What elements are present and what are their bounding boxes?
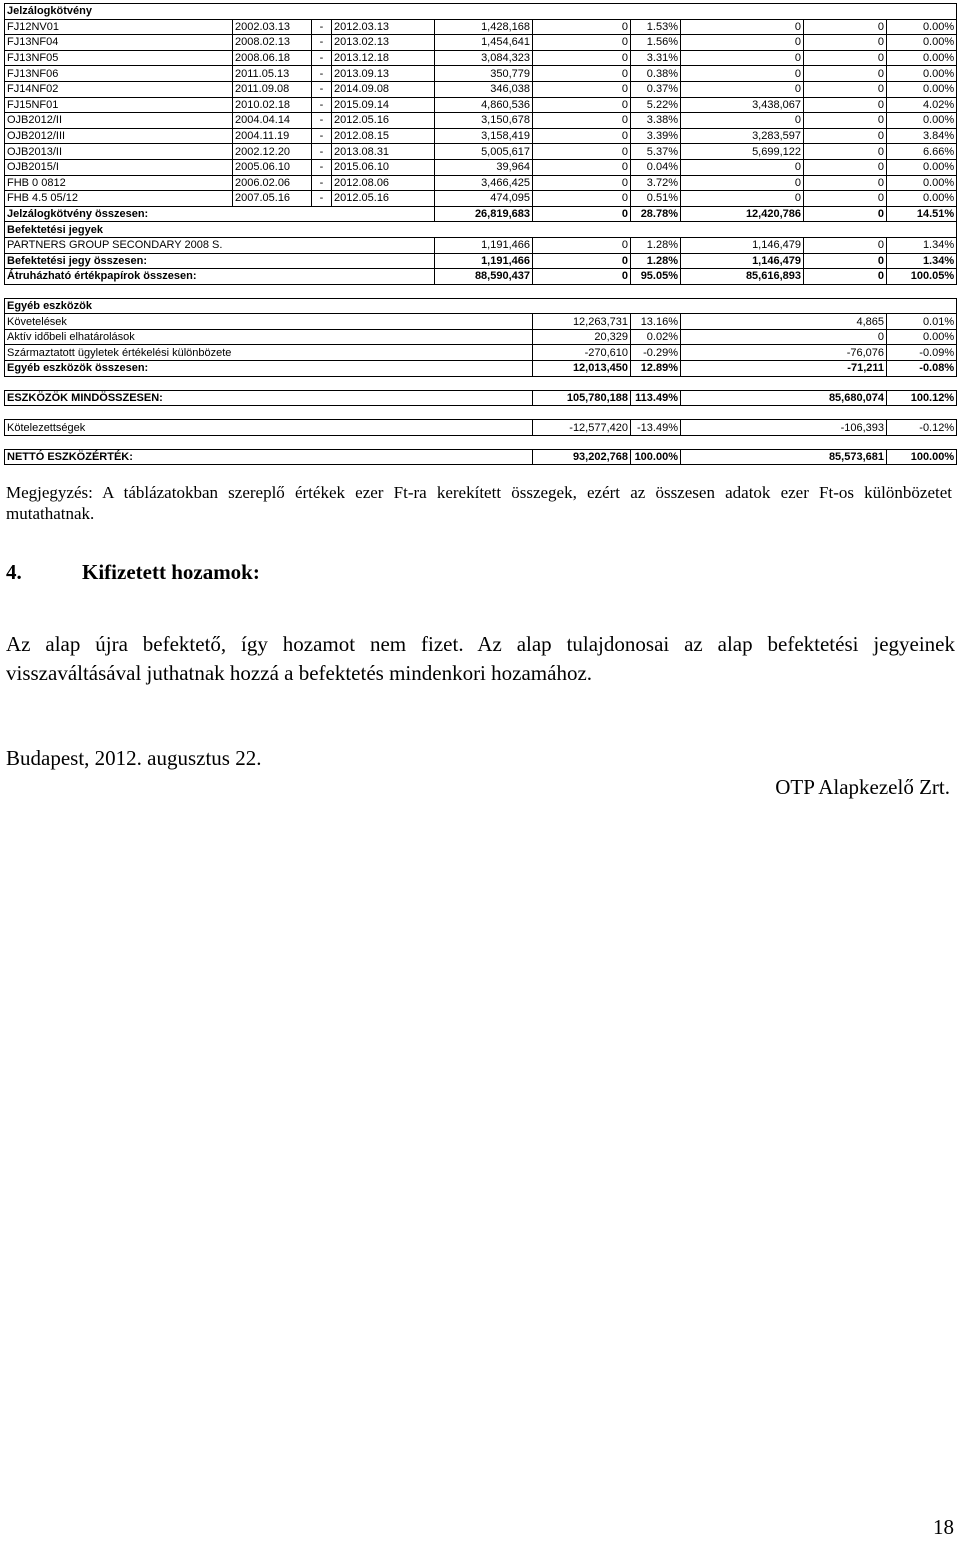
row-label: Származtatott ügyletek értékelési különbözete xyxy=(5,345,533,361)
value-cell: 0 xyxy=(681,329,887,345)
share-cell: 113.49% xyxy=(631,390,681,406)
value-cell: 0 xyxy=(804,113,887,129)
section-heading xyxy=(6,560,260,585)
share-cell: 0.04% xyxy=(631,159,681,175)
value-cell: 0 xyxy=(533,159,631,175)
table-row xyxy=(5,329,957,345)
value-cell: 3,084,323 xyxy=(435,50,533,66)
value-cell: -12,577,420 xyxy=(533,420,631,436)
maturity-date: 2015.06.10 xyxy=(332,159,435,175)
share-cell: 3.31% xyxy=(631,50,681,66)
maturity-date: 2013.02.13 xyxy=(332,35,435,51)
share-cell: 1.53% xyxy=(631,19,681,35)
value-cell: 0 xyxy=(804,19,887,35)
spacer-row xyxy=(5,284,957,298)
row-label: Kötelezettségek xyxy=(5,420,533,436)
table-row xyxy=(5,19,957,35)
value-cell: 1,191,466 xyxy=(435,237,533,253)
value-cell: 88,590,437 xyxy=(435,269,533,285)
yield-paragraph: Az alap újra befektető, így hozamot nem fizet. Az alap tulajdonosai az alap befektetési jegyeinek visszaváltásával juthatnak hozzá a befektetés mindenkori hozamához. xyxy=(6,632,955,685)
date-separator: - xyxy=(312,191,332,207)
value-cell: 0 xyxy=(804,66,887,82)
value-cell: 0 xyxy=(804,175,887,191)
maturity-date: 2012.05.16 xyxy=(332,113,435,129)
share-cell: 0.00% xyxy=(887,81,957,97)
date-separator: - xyxy=(312,97,332,113)
value-cell: 0 xyxy=(681,81,804,97)
section-header: Jelzálogkötvény xyxy=(5,4,957,20)
value-cell: 105,780,188 xyxy=(533,390,631,406)
section-number: 4. xyxy=(6,560,22,584)
share-cell: 3.72% xyxy=(631,175,681,191)
security-name: FHB 0 0812 xyxy=(5,175,233,191)
maturity-date: 2012.08.06 xyxy=(332,175,435,191)
subtotal-row xyxy=(5,253,957,269)
share-cell: 12.89% xyxy=(631,361,681,377)
portfolio-table-body xyxy=(5,4,957,465)
share-cell: 5.22% xyxy=(631,97,681,113)
value-cell: 12,263,731 xyxy=(533,314,631,330)
value-cell: 0 xyxy=(804,97,887,113)
row-label: PARTNERS GROUP SECONDARY 2008 S. xyxy=(5,237,435,253)
value-cell: 0 xyxy=(681,191,804,207)
share-cell: 100.05% xyxy=(887,269,957,285)
value-cell: 350,779 xyxy=(435,66,533,82)
value-cell: 5,699,122 xyxy=(681,144,804,160)
section-header: Befektetési jegyek xyxy=(5,222,957,238)
value-cell: 0 xyxy=(533,66,631,82)
value-cell: 346,038 xyxy=(435,81,533,97)
place-date: Budapest, 2012. augusztus 22. xyxy=(6,746,262,770)
share-cell: 0.00% xyxy=(887,329,957,345)
value-cell: 20,329 xyxy=(533,329,631,345)
share-cell: 3.39% xyxy=(631,128,681,144)
page-number: 18 xyxy=(933,1515,954,1539)
row-label: Jelzálogkötvény összesen: xyxy=(5,206,435,222)
value-cell: 4,860,536 xyxy=(435,97,533,113)
value-cell: 0 xyxy=(681,159,804,175)
value-cell: -106,393 xyxy=(681,420,887,436)
date-separator: - xyxy=(312,19,332,35)
row-label: Befektetési jegy összesen: xyxy=(5,253,435,269)
section-title: Kifizetett hozamok: xyxy=(82,560,260,584)
row-label: Követelések xyxy=(5,314,533,330)
value-cell: 0 xyxy=(804,81,887,97)
value-cell: 0 xyxy=(681,35,804,51)
table-row xyxy=(5,128,957,144)
start-date: 2008.06.18 xyxy=(233,50,312,66)
value-cell: 4,865 xyxy=(681,314,887,330)
security-name: OJB2012/II xyxy=(5,113,233,129)
value-cell: 3,438,067 xyxy=(681,97,804,113)
value-cell: 0 xyxy=(804,128,887,144)
start-date: 2008.02.13 xyxy=(233,35,312,51)
share-cell: 6.66% xyxy=(887,144,957,160)
maturity-date: 2012.03.13 xyxy=(332,19,435,35)
value-cell: 26,819,683 xyxy=(435,206,533,222)
portfolio-table xyxy=(4,3,957,465)
share-cell: 0.00% xyxy=(887,19,957,35)
spacer-row xyxy=(5,406,957,420)
share-cell: 1.34% xyxy=(887,253,957,269)
start-date: 2007.05.16 xyxy=(233,191,312,207)
table-row xyxy=(5,159,957,175)
value-cell: -270,610 xyxy=(533,345,631,361)
value-cell: 12,420,786 xyxy=(681,206,804,222)
share-cell: 1.28% xyxy=(631,237,681,253)
value-cell: 39,964 xyxy=(435,159,533,175)
value-cell: 0 xyxy=(533,81,631,97)
spacer-cell xyxy=(5,376,957,390)
table-row xyxy=(5,50,957,66)
share-cell: 100.00% xyxy=(887,449,957,465)
value-cell: 0 xyxy=(804,253,887,269)
table-row xyxy=(5,113,957,129)
value-cell: 0 xyxy=(804,159,887,175)
value-cell: 0 xyxy=(533,19,631,35)
table-row xyxy=(5,314,957,330)
share-cell: -0.09% xyxy=(887,345,957,361)
share-cell: 3.84% xyxy=(887,128,957,144)
value-cell: 1,146,479 xyxy=(681,253,804,269)
value-cell: -76,076 xyxy=(681,345,887,361)
start-date: 2002.03.13 xyxy=(233,19,312,35)
share-cell: 100.12% xyxy=(887,390,957,406)
value-cell: 3,283,597 xyxy=(681,128,804,144)
value-cell: 0 xyxy=(533,128,631,144)
value-cell: 93,202,768 xyxy=(533,449,631,465)
share-cell: 0.00% xyxy=(887,35,957,51)
value-cell: 0 xyxy=(533,253,631,269)
value-cell: 0 xyxy=(804,144,887,160)
signature: OTP Alapkezelő Zrt. xyxy=(775,775,950,799)
share-cell: -0.12% xyxy=(887,420,957,436)
value-cell: 1,191,466 xyxy=(435,253,533,269)
section-header-row xyxy=(5,4,957,20)
value-cell: 0 xyxy=(681,175,804,191)
value-cell: 3,150,678 xyxy=(435,113,533,129)
share-cell: 0.00% xyxy=(887,175,957,191)
spacer-row xyxy=(5,435,957,449)
table-row xyxy=(5,81,957,97)
security-name: FJ12NV01 xyxy=(5,19,233,35)
start-date: 2006.02.06 xyxy=(233,175,312,191)
security-name: OJB2015/I xyxy=(5,159,233,175)
share-cell: 5.37% xyxy=(631,144,681,160)
value-cell: 0 xyxy=(681,50,804,66)
section-header-row xyxy=(5,222,957,238)
spacer-cell xyxy=(5,406,957,420)
share-cell: 0.51% xyxy=(631,191,681,207)
share-cell: 95.05% xyxy=(631,269,681,285)
value-cell: 5,005,617 xyxy=(435,144,533,160)
share-cell: 13.16% xyxy=(631,314,681,330)
share-cell: -0.29% xyxy=(631,345,681,361)
subtotal-row xyxy=(5,206,957,222)
value-cell: 3,158,419 xyxy=(435,128,533,144)
maturity-date: 2012.08.15 xyxy=(332,128,435,144)
value-cell: 0 xyxy=(533,206,631,222)
row-label: Átruházható értékpapírok összesen: xyxy=(5,269,435,285)
date-separator: - xyxy=(312,175,332,191)
share-cell: 1.56% xyxy=(631,35,681,51)
start-date: 2002.12.20 xyxy=(233,144,312,160)
value-cell: 0 xyxy=(533,113,631,129)
value-cell: 0 xyxy=(533,50,631,66)
spacer-row xyxy=(5,376,957,390)
row-label: Egyéb eszközök összesen: xyxy=(5,361,533,377)
value-cell: -71,211 xyxy=(681,361,887,377)
value-cell: 0 xyxy=(681,113,804,129)
share-cell: 0.00% xyxy=(887,50,957,66)
date-separator: - xyxy=(312,66,332,82)
subtotal-row xyxy=(5,390,957,406)
value-cell: 1,454,641 xyxy=(435,35,533,51)
share-cell: 28.78% xyxy=(631,206,681,222)
maturity-date: 2012.05.16 xyxy=(332,191,435,207)
value-cell: 0 xyxy=(533,269,631,285)
value-cell: 0 xyxy=(804,237,887,253)
share-cell: 0.37% xyxy=(631,81,681,97)
table-row xyxy=(5,66,957,82)
value-cell: 0 xyxy=(533,175,631,191)
value-cell: 0 xyxy=(804,269,887,285)
security-name: FJ13NF05 xyxy=(5,50,233,66)
value-cell: 0 xyxy=(533,237,631,253)
share-cell: 4.02% xyxy=(887,97,957,113)
value-cell: 0 xyxy=(804,206,887,222)
row-label: NETTÓ ESZKÖZÉRTÉK: xyxy=(5,449,533,465)
value-cell: 0 xyxy=(533,191,631,207)
security-name: OJB2012/III xyxy=(5,128,233,144)
value-cell: 0 xyxy=(681,19,804,35)
security-name: FHB 4.5 05/12 xyxy=(5,191,233,207)
value-cell: 85,573,681 xyxy=(681,449,887,465)
value-cell: 0 xyxy=(533,144,631,160)
date-separator: - xyxy=(312,113,332,129)
share-cell: 3.38% xyxy=(631,113,681,129)
table-row xyxy=(5,35,957,51)
date-separator: - xyxy=(312,50,332,66)
value-cell: 0 xyxy=(804,50,887,66)
value-cell: 0 xyxy=(533,97,631,113)
start-date: 2011.05.13 xyxy=(233,66,312,82)
value-cell: 0 xyxy=(804,35,887,51)
table-row xyxy=(5,191,957,207)
maturity-date: 2013.08.31 xyxy=(332,144,435,160)
spacer-cell xyxy=(5,435,957,449)
share-cell: 0.01% xyxy=(887,314,957,330)
value-cell: 0 xyxy=(533,35,631,51)
subtotal-row xyxy=(5,449,957,465)
share-cell: 0.00% xyxy=(887,159,957,175)
date-separator: - xyxy=(312,128,332,144)
start-date: 2010.02.18 xyxy=(233,97,312,113)
table-row xyxy=(5,144,957,160)
share-cell: 0.02% xyxy=(631,329,681,345)
table-row xyxy=(5,175,957,191)
security-name: FJ14NF02 xyxy=(5,81,233,97)
start-date: 2004.11.19 xyxy=(233,128,312,144)
security-name: FJ13NF06 xyxy=(5,66,233,82)
table-row xyxy=(5,345,957,361)
security-name: FJ15NF01 xyxy=(5,97,233,113)
share-cell: 100.00% xyxy=(631,449,681,465)
share-cell: 0.00% xyxy=(887,66,957,82)
security-name: OJB2013/II xyxy=(5,144,233,160)
spacer-cell xyxy=(5,284,957,298)
value-cell: 1,146,479 xyxy=(681,237,804,253)
start-date: 2011.09.08 xyxy=(233,81,312,97)
security-name: FJ13NF04 xyxy=(5,35,233,51)
value-cell: 3,466,425 xyxy=(435,175,533,191)
value-cell: 85,680,074 xyxy=(681,390,887,406)
table-row xyxy=(5,97,957,113)
date-separator: - xyxy=(312,159,332,175)
share-cell: 0.38% xyxy=(631,66,681,82)
subtotal-row xyxy=(5,269,957,285)
date-separator: - xyxy=(312,81,332,97)
subtotal-row xyxy=(5,361,957,377)
date-separator: - xyxy=(312,144,332,160)
value-cell: 1,428,168 xyxy=(435,19,533,35)
share-cell: -13.49% xyxy=(631,420,681,436)
value-cell: 0 xyxy=(804,191,887,207)
section-header-row xyxy=(5,298,957,314)
share-cell: 14.51% xyxy=(887,206,957,222)
value-cell: 474,095 xyxy=(435,191,533,207)
maturity-date: 2013.09.13 xyxy=(332,66,435,82)
row-label: ESZKÖZÖK MINDÖSSZESEN: xyxy=(5,390,533,406)
row-label: Aktív időbeli elhatárolások xyxy=(5,329,533,345)
share-cell: 0.00% xyxy=(887,191,957,207)
maturity-date: 2013.12.18 xyxy=(332,50,435,66)
table-row xyxy=(5,237,957,253)
rounding-note: Megjegyzés: A táblázatokban szereplő értékek ezer Ft-ra kerekített összegek, ezért az összesen adatok ezer Ft-os különbözetet mutathatnak. xyxy=(6,483,952,523)
start-date: 2005.06.10 xyxy=(233,159,312,175)
share-cell: 0.00% xyxy=(887,113,957,129)
maturity-date: 2014.09.08 xyxy=(332,81,435,97)
value-cell: 0 xyxy=(681,66,804,82)
section-header: Egyéb eszközök xyxy=(5,298,957,314)
maturity-date: 2015.09.14 xyxy=(332,97,435,113)
value-cell: 85,616,893 xyxy=(681,269,804,285)
share-cell: 1.28% xyxy=(631,253,681,269)
table-row xyxy=(5,420,957,436)
start-date: 2004.04.14 xyxy=(233,113,312,129)
date-separator: - xyxy=(312,35,332,51)
share-cell: -0.08% xyxy=(887,361,957,377)
share-cell: 1.34% xyxy=(887,237,957,253)
value-cell: 12,013,450 xyxy=(533,361,631,377)
